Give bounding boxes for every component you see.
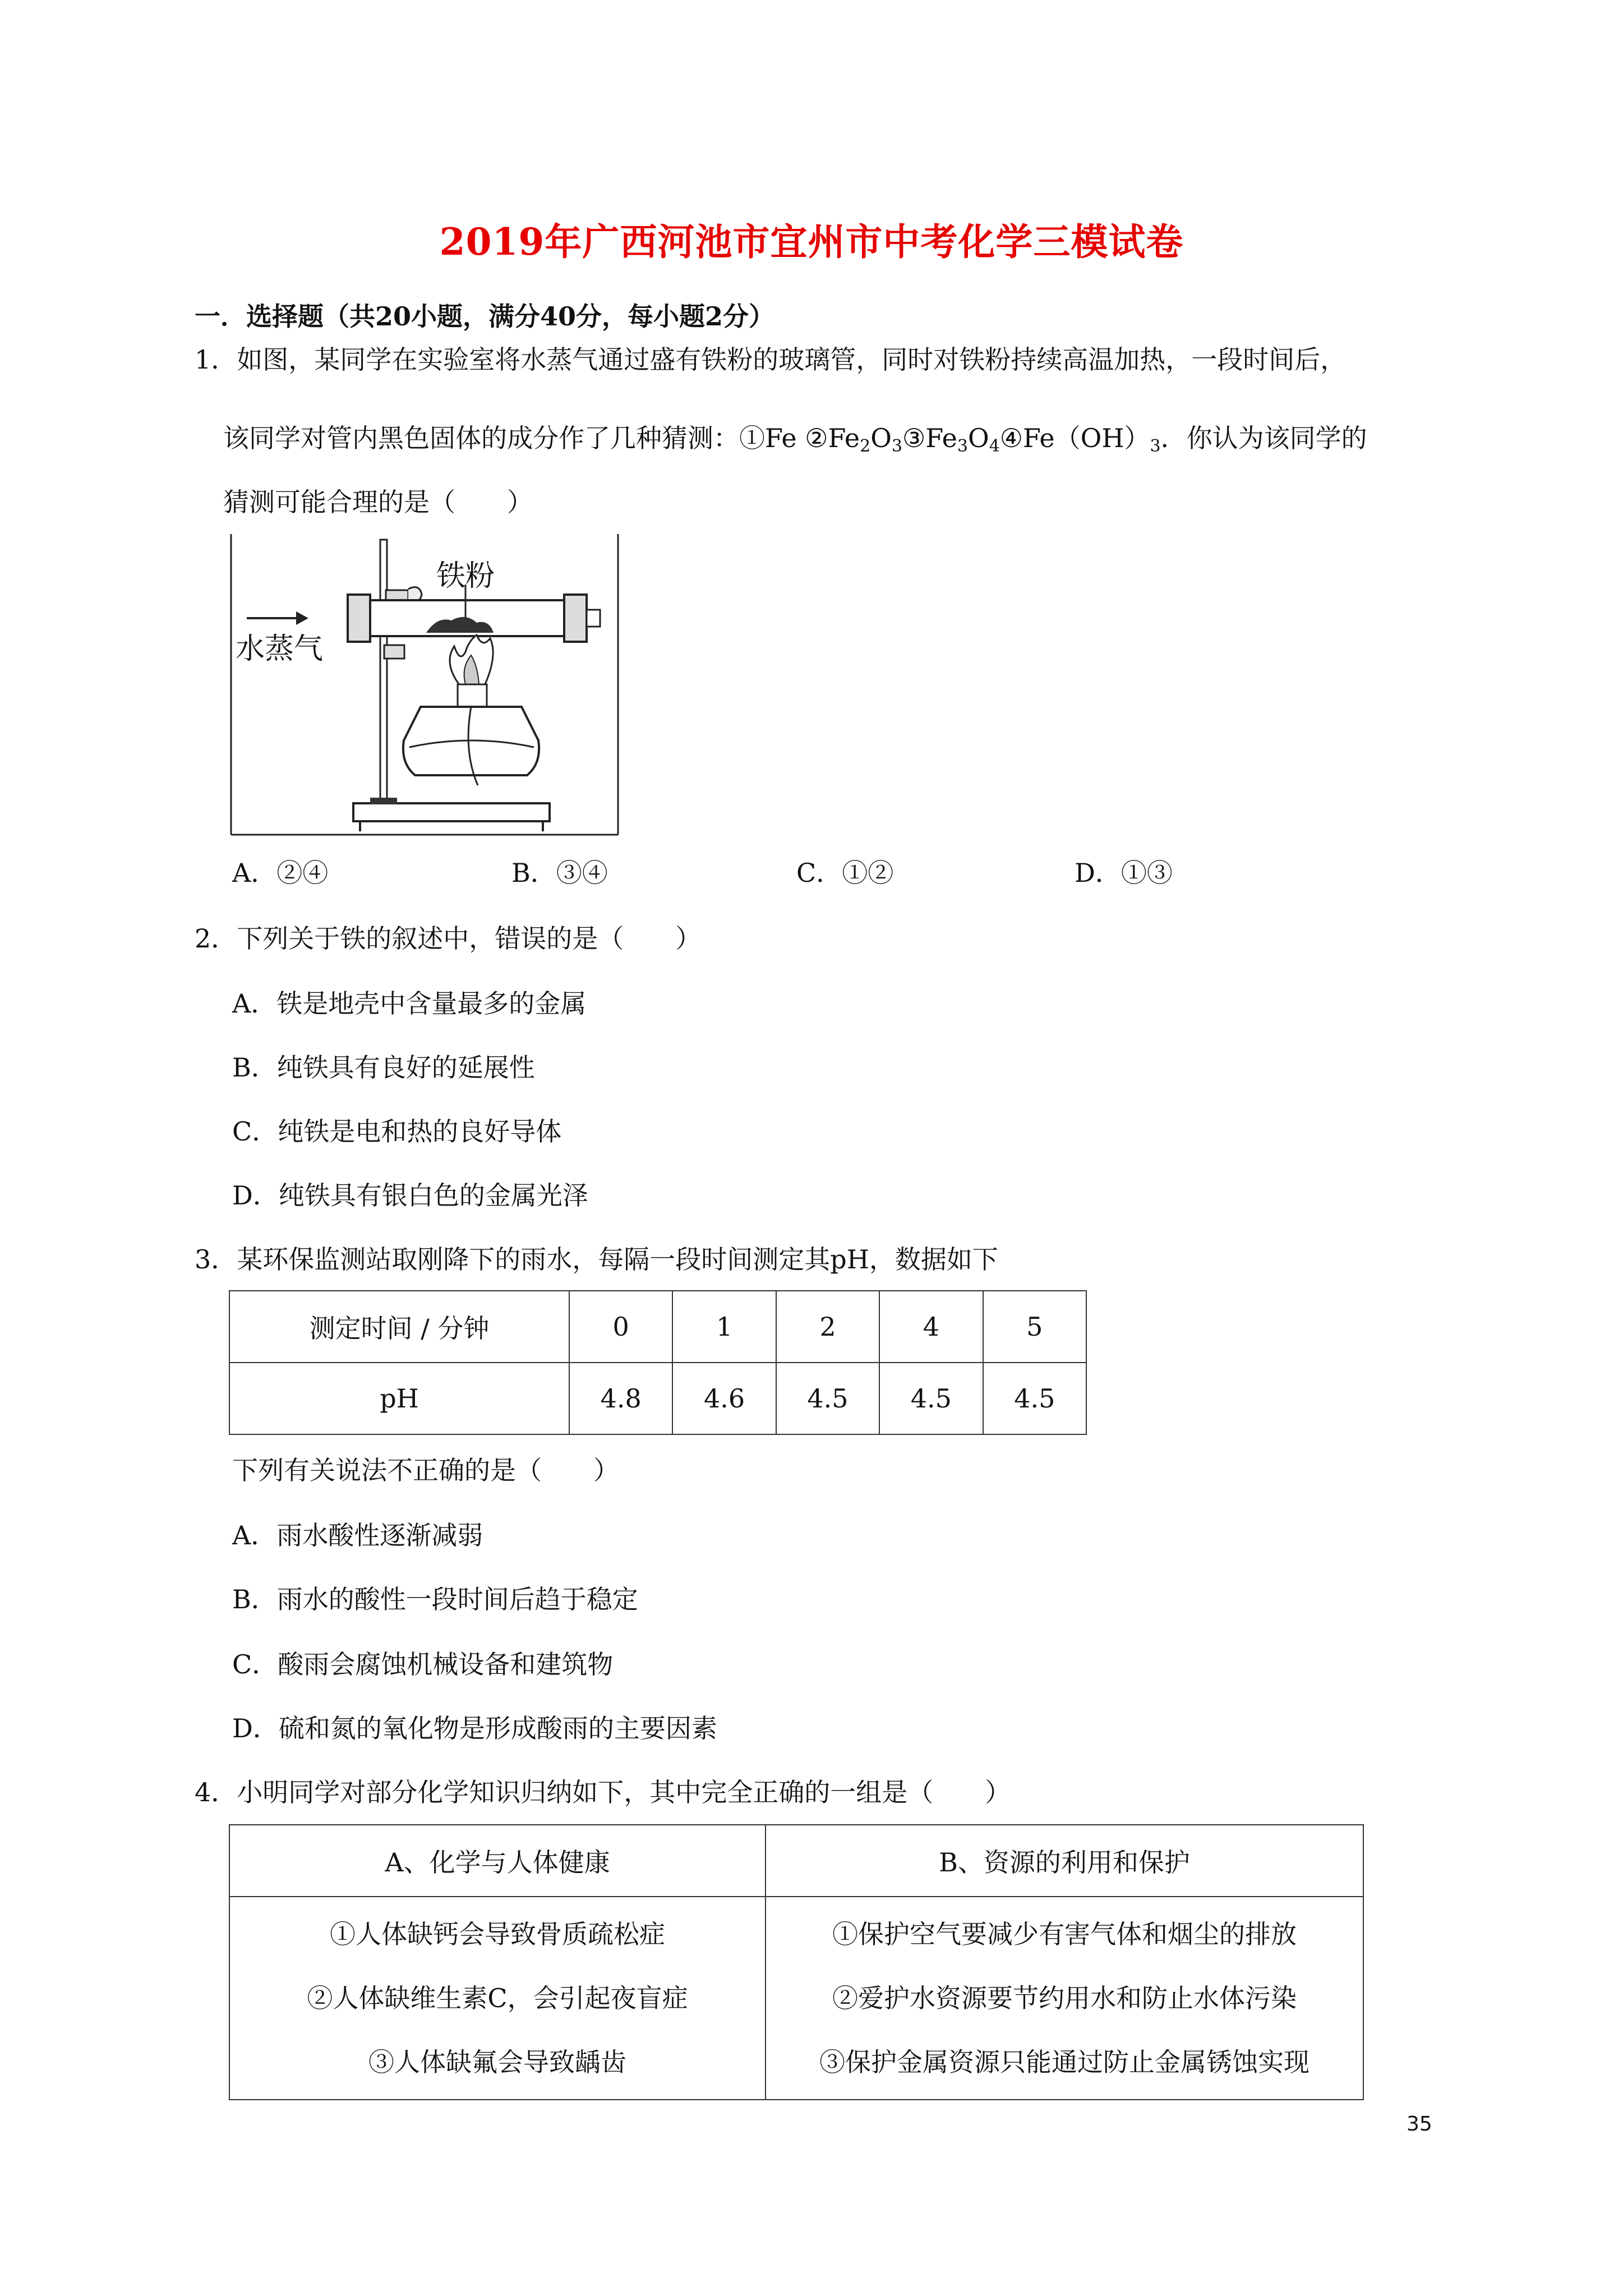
table-cell: 4.8: [569, 1363, 672, 1434]
q2-option-b: B．纯铁具有良好的延展性: [232, 1052, 535, 1083]
q3-option-d: D．硫和氮的氧化物是形成酸雨的主要因素: [232, 1713, 717, 1743]
label-steam: 水蒸气: [236, 632, 324, 666]
label-iron-powder: 铁粉: [436, 559, 495, 593]
q3-option-a: A．雨水酸性逐渐减弱: [232, 1520, 483, 1550]
table-cell: 测定时间 / 分钟: [229, 1291, 569, 1363]
list-item: ①人体缺钙会导致骨质疏松症: [330, 1919, 665, 1949]
q1-option-b: B．③④: [511, 858, 608, 888]
ph-table: [229, 1290, 1087, 1435]
table-header-b: B、资源的利用和保护: [766, 1825, 1363, 1897]
table-row: [229, 1825, 1363, 1897]
q2-option-c: C．纯铁是电和热的良好导体: [232, 1116, 562, 1147]
section-heading: 一．选择题（共20小题，满分40分，每小题2分）: [195, 301, 775, 332]
table-cell: 5: [983, 1291, 1086, 1363]
q2-option-d: D．纯铁具有银白色的金属光泽: [232, 1180, 588, 1211]
table-cell: 4.5: [879, 1363, 983, 1434]
q1-option-c: C．①②: [796, 858, 894, 888]
q1-line2: 该同学对管内黑色固体的成分作了几种猜测：①Fe $②Fe_2O_3③Fe_3O_4④Fe(OH)_3$．你认为该同学的: [223, 423, 1367, 456]
list-item: ②爱护水资源要节约用水和防止水体污染: [832, 1983, 1297, 2013]
table-cell: 4.5: [983, 1363, 1086, 1434]
table-row: [229, 1363, 1086, 1434]
q3-option-c: C．酸雨会腐蚀机械设备和建筑物: [232, 1649, 614, 1680]
table-cell: 0: [569, 1291, 672, 1363]
page-title: 2019年广西河池市宜州市中考化学三模试卷: [439, 220, 1184, 264]
table-cell-b: [766, 1897, 1363, 2100]
table-cell: pH: [229, 1363, 569, 1434]
q1-line3: 猜测可能合理的是（ ）: [223, 487, 533, 517]
q3-stem: 3．某环保监测站取刚降下的雨水，每隔一段时间测定其pH，数据如下: [195, 1244, 998, 1274]
apparatus-figure: [230, 534, 623, 843]
list-item: ③保护金属资源只能通过防止金属锈蚀实现: [819, 2047, 1310, 2077]
q1-option-d: D．①③: [1075, 858, 1173, 888]
q3-option-b: B．雨水的酸性一段时间后趋于稳定: [232, 1584, 638, 1614]
table-cell: 4.6: [672, 1363, 776, 1434]
table-cell: 2: [776, 1291, 879, 1363]
list-item: ①保护空气要减少有害气体和烟尘的排放: [832, 1919, 1297, 1949]
page-number: 35: [1407, 2113, 1432, 2136]
table-header-a: A、化学与人体健康: [229, 1825, 766, 1897]
q2-option-a: A．铁是地壳中含量最多的金属: [232, 988, 587, 1019]
table-row: [229, 1291, 1086, 1363]
q2-stem: 2．下列关于铁的叙述中，错误的是（ ）: [195, 923, 702, 954]
q1-line1: 1．如图，某同学在实验室将水蒸气通过盛有铁粉的玻璃管，同时对铁粉持续高温加热，一段时间后，: [195, 344, 1347, 375]
q4-stem: 4．小明同学对部分化学知识归纳如下，其中完全正确的一组是（ ）: [195, 1777, 1011, 1807]
table-cell: 1: [672, 1291, 776, 1363]
table-row: [229, 1897, 1363, 2100]
table-cell: 4: [879, 1291, 983, 1363]
q3-sub-stem: 下列有关说法不正确的是（ ）: [232, 1455, 619, 1485]
table-cell-a: [229, 1897, 766, 2100]
table-cell: 4.5: [776, 1363, 879, 1434]
knowledge-table: [229, 1824, 1364, 2100]
list-item: ③人体缺氟会导致龋齿: [368, 2047, 626, 2077]
list-item: ②人体缺维生素C，会引起夜盲症: [307, 1983, 688, 2013]
q1-option-a: A．②④: [232, 858, 329, 888]
